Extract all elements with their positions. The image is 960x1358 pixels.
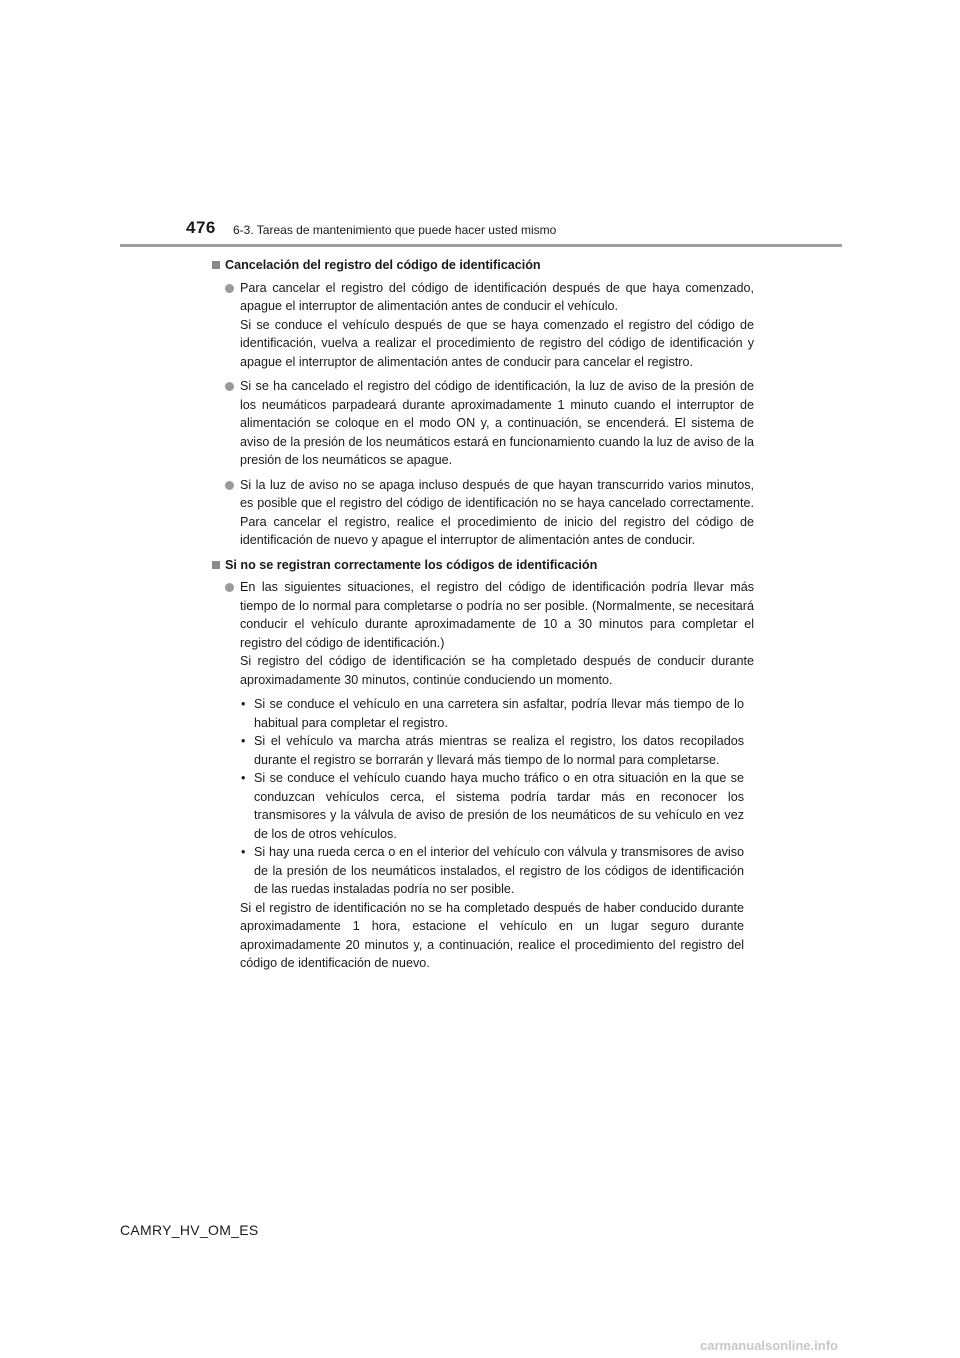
header-rule <box>120 244 842 247</box>
bullet-item <box>212 578 754 973</box>
dot-bullet-icon: • <box>241 734 246 748</box>
sub-list-item <box>240 695 744 732</box>
sub-list-item-text: Si el vehículo va marcha atrás mientras se realiza el registro, los datos recopilados durante el registro se borrarán y llevará más tiempo de lo normal para completarse. <box>254 734 744 767</box>
bullet-item <box>212 377 754 470</box>
sub-list-item <box>240 843 744 899</box>
dot-bullet-icon: • <box>241 697 246 711</box>
paragraph: Si la luz de aviso no se apaga incluso después de que hayan transcurrido varios minutos, es posible que el registro del código de identificación no se haya cancelado correctamente. Para cancelar el registro, realice el procedimiento de inicio del registro del código de identificación de nuevo y apague el interruptor de alimentación antes de conducir. <box>240 477 754 547</box>
square-bullet-icon <box>212 261 220 269</box>
sub-list-item-text: Si se conduce el vehículo en una carretera sin asfaltar, podría llevar más tiempo de lo habitual para completar el registro. <box>254 697 744 730</box>
dot-bullet-icon: • <box>241 771 246 785</box>
sub-list-item-text: Si hay una rueda cerca o en el interior del vehículo con válvula y transmisores de aviso de la presión de los neumáticos instalados, el registro de los códigos de identificación de las ruedas instaladas podría no ser posible. <box>254 845 744 896</box>
paragraph: Si se conduce el vehículo después de que se haya comenzado el registro del código de identificación, vuelva a realizar el procedimiento de registro del código de identificación y apague el interruptor de alimentación antes de conducir para cancelar el registro. <box>240 317 754 369</box>
sub-list-item <box>240 769 744 843</box>
bullet-item <box>212 476 754 550</box>
circle-bullet-icon <box>225 284 234 293</box>
circle-bullet-icon <box>225 382 234 391</box>
paragraph: En las siguientes situaciones, el registro del código de identificación podría llevar más tiempo de lo normal para completarse o podría no ser posible. (Normalmente, se necesitará conducir el vehículo durante aproximadamente de 10 a 30 minutos para completar el registro del código de identificación.) <box>240 580 754 650</box>
paragraph: Si registro del código de identificación se ha completado después de conducir durante aproximadamente 30 minutos, continúe conduciendo un momento. <box>240 654 754 687</box>
paragraph: Si se ha cancelado el registro del código de identificación, la luz de aviso de la presión de los neumáticos parpadeará durante aproximadamente 1 minuto cuando el interruptor de alimentación se coloque en el modo ON y, a continuación, se encenderá. El sistema de aviso de la presión de los neumáticos estará en funcionamiento cuando la luz de aviso de la presión de los neumáticos se apague. <box>240 379 754 467</box>
sub-list-item-text: Si se conduce el vehículo cuando haya mucho tráfico o en otra situación en la que se conduzcan vehículos cerca, el sistema podría tardar más en reconocer los transmisores y la válvula de aviso de presión de los neumáticos de su vehículo en vez de los de otros vehículos. <box>254 771 744 841</box>
sub-list <box>240 695 754 899</box>
section-heading-text: Cancelación del registro del código de identificación <box>225 258 541 272</box>
circle-bullet-icon <box>225 583 234 592</box>
page-number: 476 <box>186 218 216 237</box>
paragraph: Para cancelar el registro del código de identificación después de que haya comenzado, apague el interruptor de alimentación antes de conducir el vehículo. <box>240 280 754 313</box>
site-watermark: carmanualsonline.info <box>700 1338 838 1353</box>
circle-bullet-icon <box>225 481 234 490</box>
paragraph: Si el registro de identificación no se ha completado después de haber conducido durante aproximadamente 1 hora, estacione el vehículo en un lugar seguro durante aproximadamente 20 minutos y, a continuación, realice el procedimiento del registro del código de identificación de nuevo. <box>240 900 744 970</box>
dot-bullet-icon: • <box>241 845 246 859</box>
section-heading-not-registered <box>212 556 754 575</box>
section-heading-text: Si no se registran correctamente los códigos de identificación <box>225 557 598 572</box>
section-heading-cancel <box>212 256 754 275</box>
bullet-item <box>212 279 754 372</box>
document-code: CAMRY_HV_OM_ES <box>120 1222 259 1238</box>
running-head: 6-3. Tareas de mantenimiento que puede hacer usted mismo <box>233 223 557 237</box>
sub-list-item <box>240 732 744 769</box>
square-bullet-icon <box>212 561 220 569</box>
page-content <box>212 256 754 979</box>
